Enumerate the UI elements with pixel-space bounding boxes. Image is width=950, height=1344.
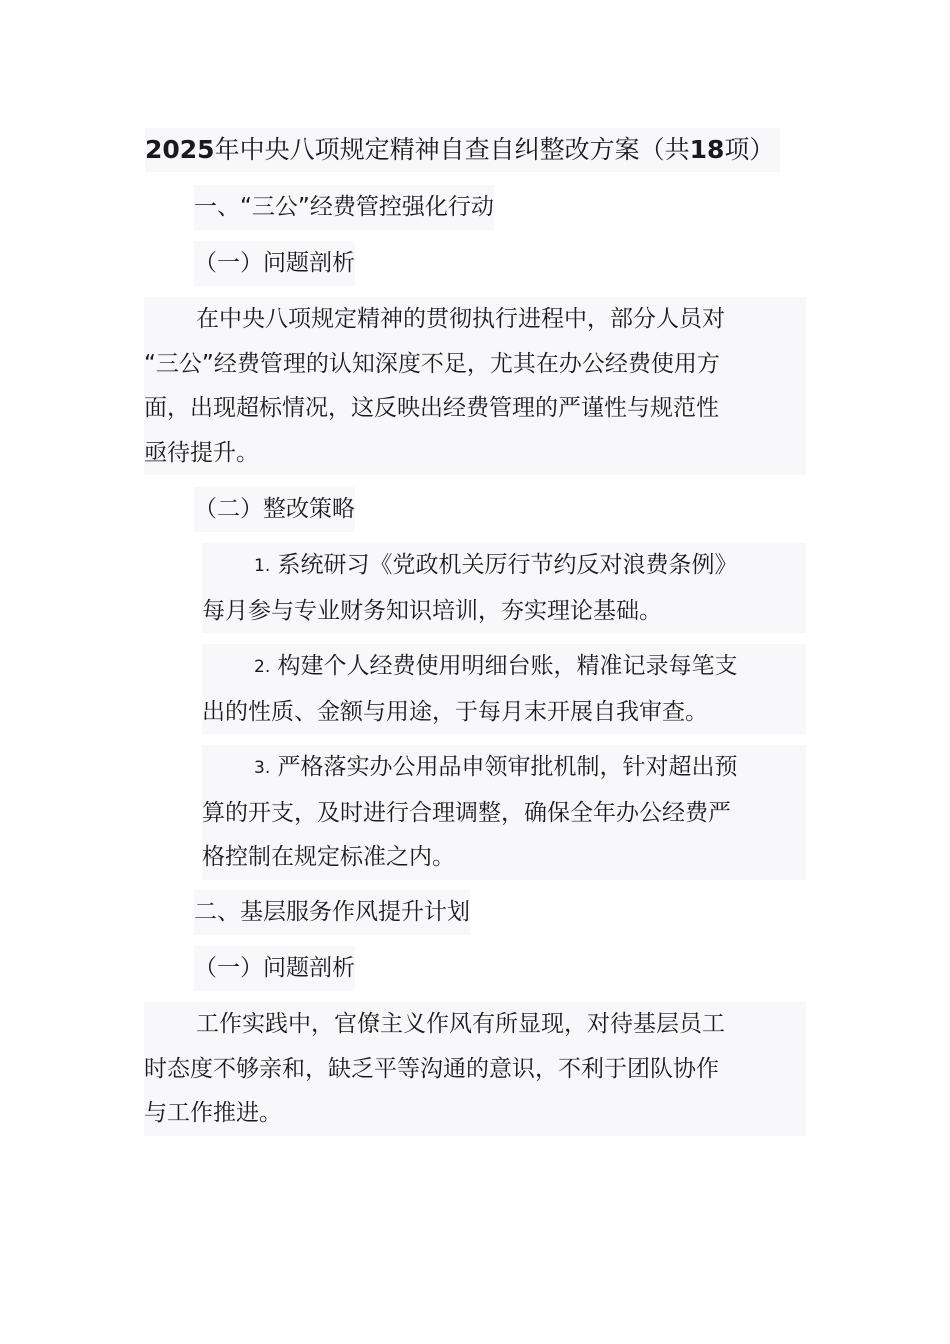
paragraph-line: “三公”经费管理的认知深度不足，尤其在办公经费使用方 — [144, 350, 720, 377]
item-line: 严格落实办公用品申领审批机制，针对超出预 — [277, 754, 738, 780]
paragraph-line: 亟待提升。 — [144, 439, 259, 466]
section-1-subheading-analysis: （一）问题剖析 — [194, 241, 355, 286]
title-count: 18 — [689, 135, 725, 164]
paragraph-line: 工作实践中，官僚主义作风有所显现，对待基层员工 — [196, 1011, 725, 1037]
item-line: 格控制在规定标准之内。 — [202, 844, 455, 870]
strategy-item-1 — [202, 543, 806, 633]
item-line: 系统研习《党政机关厉行节约反对浪费条例》 — [277, 552, 738, 578]
section-1-analysis-paragraph — [144, 297, 806, 475]
paragraph-line: 与工作推进。 — [144, 1100, 282, 1126]
section-2-analysis-paragraph — [144, 1002, 806, 1136]
item-line: 出的性质、金额与用途，于每月末开展自我审查。 — [202, 698, 708, 725]
paragraph-line: 在中央八项规定精神的贯彻执行进程中，部分人员对 — [196, 306, 725, 332]
item-line: 每月参与专业财务知识培训，夯实理论基础。 — [202, 597, 662, 624]
paragraph-line: 时态度不够亲和，缺乏平等沟通的意识，不利于团队协作 — [144, 1055, 719, 1082]
title-year: 2025 — [145, 135, 215, 164]
item-line: 构建个人经费使用明细台账，精准记录每笔支 — [277, 653, 738, 679]
item-number: 2. — [254, 657, 271, 677]
section-2-heading: 二、基层服务作风提升计划 — [194, 890, 470, 935]
title-text-b: 项） — [724, 135, 775, 164]
section-1-heading: 一、“三公”经费管控强化行动 — [194, 185, 494, 230]
section-1-subheading-strategy: （二）整改策略 — [194, 487, 355, 532]
strategy-item-3 — [202, 745, 806, 880]
paragraph-line: 面，出现超标情况，这反映出经费管理的严谨性与规范性 — [144, 395, 719, 421]
item-line: 算的开支，及时进行合理调整，确保全年办公经费严 — [202, 799, 731, 826]
strategy-item-2 — [202, 644, 806, 734]
section-2-subheading-analysis: （一）问题剖析 — [194, 946, 355, 991]
item-number: 1. — [254, 556, 271, 576]
item-number: 3. — [254, 758, 271, 778]
title-text-a: 年中央八项规定精神自查自纠整改方案（共 — [214, 135, 690, 164]
document-title — [145, 128, 780, 172]
